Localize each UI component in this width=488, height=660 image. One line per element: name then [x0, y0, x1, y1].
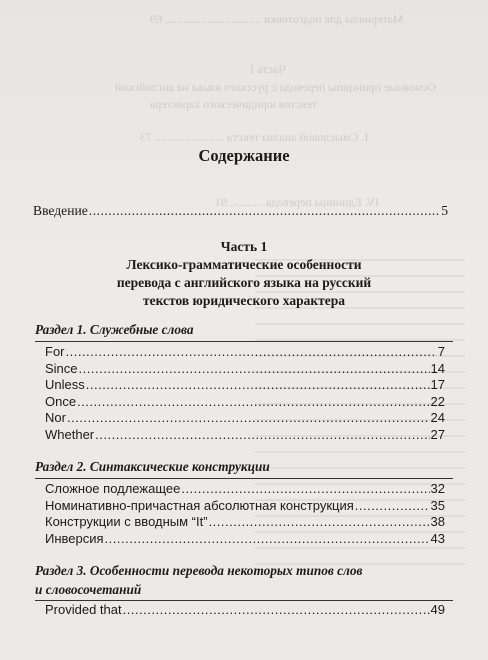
toc-entry-page: 24: [430, 410, 445, 425]
toc-entry-page: 35: [430, 497, 445, 513]
toc-entry-page: 38: [430, 514, 445, 529]
toc-entry: [45, 394, 445, 411]
leader-dots: [123, 602, 430, 619]
toc-entry-label: Nor: [45, 410, 66, 425]
toc-entry: [45, 344, 445, 361]
leader-dots: [105, 531, 430, 548]
section-heading: Раздел 2. Синтаксические конструкции: [35, 459, 270, 474]
toc-entry: [45, 498, 445, 515]
toc-entry-intro: [33, 203, 448, 219]
section-entries: [45, 344, 445, 443]
leader-dots: [79, 361, 430, 378]
section-rule: [35, 341, 453, 342]
toc-entry-label: Whether: [45, 426, 95, 442]
toc-entry: [45, 361, 445, 378]
section-rule: [35, 478, 453, 479]
bleed-through-text: текстов юридического характера: [150, 97, 317, 111]
toc-entry-label: Unless: [45, 377, 85, 392]
part-subtitle-line: Лексико-грамматические особенности: [126, 257, 362, 272]
toc-entry-label: Сложное подлежащее: [45, 481, 181, 496]
bleed-through-text: IV. Единицы перевода ........... 91: [215, 195, 380, 209]
toc-entry: [45, 602, 445, 619]
toc-entry-label: Once: [45, 393, 77, 409]
toc-entry-page: 7: [437, 344, 445, 359]
leader-dots: [355, 498, 430, 515]
section-rule: [35, 600, 453, 601]
toc-entry-page: 14: [430, 360, 445, 376]
section-heading: Раздел 1. Служебные слова: [35, 322, 194, 337]
toc-entry-label: Since: [45, 360, 78, 376]
toc-entry-label: Provided that: [45, 602, 122, 617]
part-subtitle-line: перевода с английского языка на русский: [116, 275, 372, 290]
toc-entry-label: Номинативно-причастная абсолютная конструкция: [45, 497, 354, 513]
part-heading: Часть 1: [220, 239, 268, 254]
toc-entry-page: 49: [430, 602, 445, 617]
toc-entry-page: 27: [430, 426, 445, 442]
toc-entry: [45, 377, 445, 394]
part-subtitle-line: текстов юридического характера: [142, 293, 346, 308]
toc-entry-page: 43: [430, 530, 445, 546]
toc-entry-page: 22: [430, 393, 445, 409]
leader-dots: [77, 394, 429, 411]
toc-entry: [45, 410, 445, 427]
bleed-through-text: Основные принципы перевода с русского языка на английский: [115, 80, 436, 94]
leader-dots: [89, 203, 440, 219]
toc-entry-page: 32: [430, 481, 445, 496]
section-entries: [45, 481, 445, 547]
section-heading: Раздел 3. Особенности перевода некоторых типов слов: [35, 563, 363, 578]
toc-entry: [45, 427, 445, 444]
bleed-through-text: I. Смысловой анализ текста ....................... 73: [140, 130, 369, 144]
leader-dots: [67, 410, 430, 427]
section-entries: [45, 602, 445, 619]
leader-dots: [95, 427, 429, 444]
toc-entry: [45, 531, 445, 548]
page-title: Содержание: [198, 146, 290, 165]
bleed-through-text: Часть I: [250, 62, 287, 76]
toc-entry: [45, 514, 445, 531]
toc-entry-page: 17: [430, 377, 445, 392]
toc-entry-page: 5: [441, 203, 448, 218]
leader-dots: [66, 344, 437, 361]
leader-dots: [181, 481, 429, 498]
bleed-through-text: Материалы для подготовки ................................ 69: [150, 12, 404, 26]
toc-entry: [45, 481, 445, 498]
section-heading-continued: и словосочетаний: [35, 582, 142, 597]
toc-entry-label: Конструкции с вводным “It”: [45, 514, 208, 529]
leader-dots: [86, 377, 430, 394]
leader-dots: [209, 514, 430, 531]
toc-entry-label: Инверсия: [45, 530, 104, 546]
toc-entry-label: For: [45, 344, 65, 359]
toc-entry-label: Введение: [33, 203, 88, 218]
